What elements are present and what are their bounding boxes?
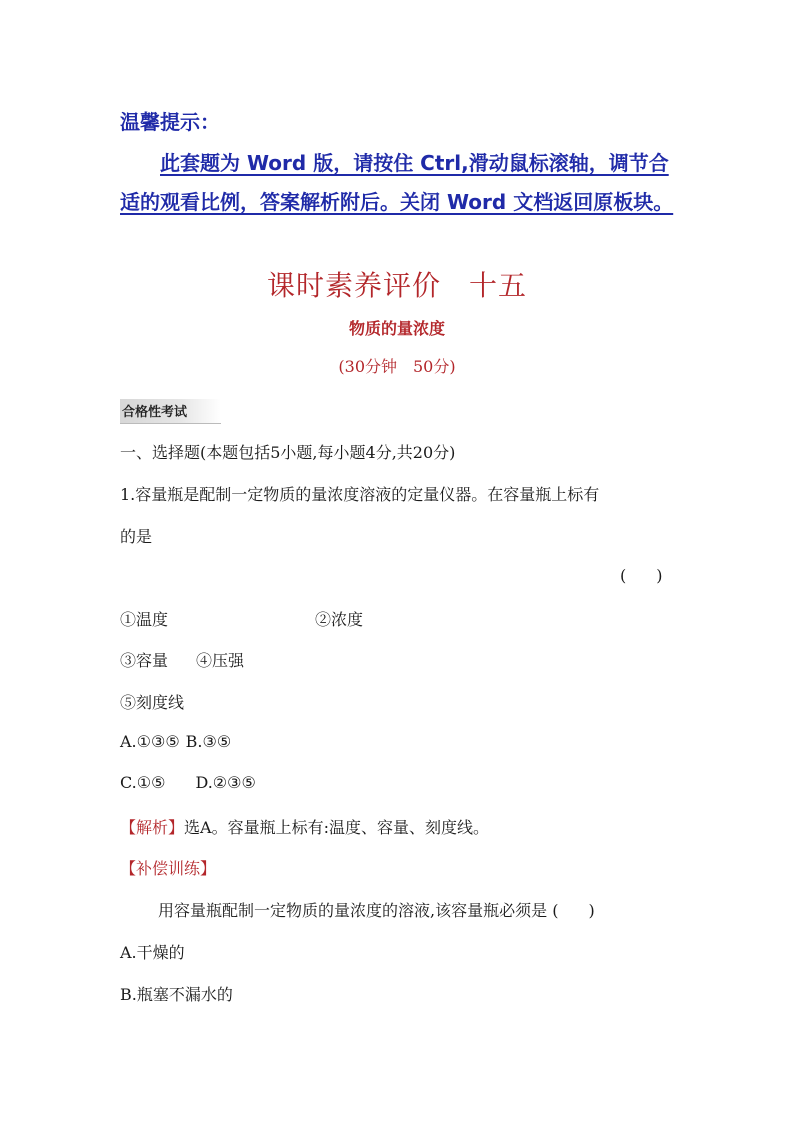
section-heading: 一、选择题(本题包括5小题,每小题4分,共20分): [120, 443, 456, 462]
time-points: 50分): [413, 357, 456, 376]
items-row-2: [120, 648, 244, 671]
section-tag: 合格性考试: [120, 399, 221, 424]
option-b: B.③⑤: [185, 732, 232, 751]
options-row-cd: [120, 773, 256, 792]
time-minutes: (30分钟: [338, 357, 397, 376]
compensation-label: 【补偿训练】: [120, 859, 217, 878]
page-title: [0, 264, 794, 304]
options-row-ab: [120, 732, 231, 751]
item-4: ④压强: [196, 651, 245, 670]
answer-blank: ( ): [620, 566, 663, 585]
compensation-question: 用容量瓶配制一定物质的量浓度的溶液,该容量瓶必须是 ( ): [158, 901, 595, 920]
option-c: C.①⑤: [120, 773, 166, 792]
title-number: 十五: [469, 269, 528, 302]
item-2: ②浓度: [315, 610, 364, 629]
analysis-label: 【解析】: [120, 818, 185, 837]
tip-title: 温馨提示：: [120, 110, 220, 134]
item-5: ⑤刻度线: [120, 693, 185, 712]
analysis-text: 选A。容量瓶上标有:温度、容量、刻度线。: [184, 818, 489, 837]
items-row-1: [120, 607, 364, 630]
tip-body: [120, 144, 680, 222]
title-main: 课时素养评价: [266, 269, 441, 302]
option-d: D.②③⑤: [195, 773, 256, 792]
analysis: [120, 815, 489, 838]
compensation-option-a: A.干燥的: [120, 943, 185, 962]
compensation-question-text: 用容量瓶配制一定物质的量浓度的溶液,该容量瓶必须是: [158, 901, 548, 920]
question-1-line-1: 1.容量瓶是配制一定物质的量浓度溶液的定量仪器。在容量瓶上标有: [120, 485, 600, 504]
tip-body-text: 此套题为 Word 版，请按住 Ctrl,滑动鼠标滚轴，调节合适的观看比例，答案解析附后。关闭 Word 文档返回原板块。: [120, 151, 674, 214]
item-3: ③容量: [120, 651, 169, 670]
item-1: ①温度: [120, 610, 169, 629]
time-score: [0, 354, 794, 377]
question-1-line-2: 的是: [120, 527, 153, 546]
compensation-option-b: B.瓶塞不漏水的: [120, 985, 233, 1004]
option-a: A.①③⑤: [120, 732, 180, 751]
page-subtitle: 物质的量浓度: [348, 319, 445, 338]
